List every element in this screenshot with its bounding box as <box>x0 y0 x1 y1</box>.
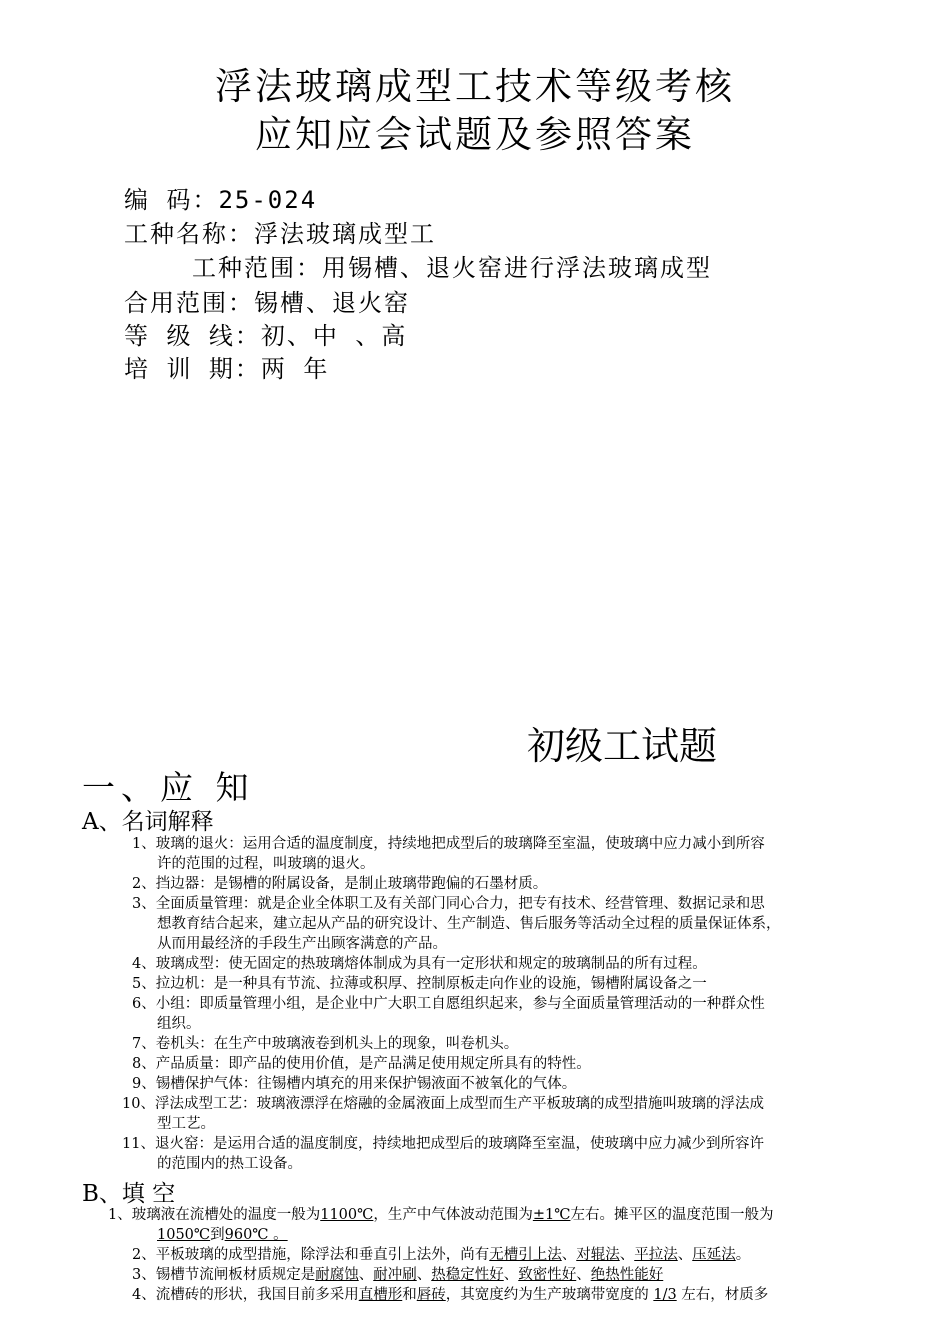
answer-blank: 压延法 <box>692 1247 736 1263</box>
answer-blank: ±1℃ <box>532 1207 571 1223</box>
list-item: 7、卷机头：在生产中玻璃液卷到机头上的现象，叫卷机头。 <box>132 1036 519 1052</box>
meta-job-name: 工种名称：浮法玻璃成型工 <box>124 220 436 248</box>
fill-blank-question: 2、平板玻璃的成型措施，除浮法和垂直引上法外，尚有无槽引上法、对辊法、平拉法、压延法。 <box>132 1247 751 1263</box>
meta-job-scope: 工种范围：用锡槽、退火窑进行浮法玻璃成型 <box>192 254 712 282</box>
list-item: 1、玻璃的退火：运用合适的温度制度，持续地把成型后的玻璃降至室温，使玻璃中应力减小到所容 <box>132 836 765 852</box>
answer-blank: 960℃ 。 <box>224 1227 288 1243</box>
meta-code: 编 码：25-024 <box>124 186 318 214</box>
list-item: 9、锡槽保护气体：往锡槽内填充的用来保护锡液面不被氧化的气体。 <box>132 1076 577 1092</box>
answer-blank: 致密性好 <box>518 1267 577 1283</box>
list-item: 3、全面质量管理：就是企业全体职工及有关部门同心合力，把专有技术、经营管理、数据记录和思 <box>132 896 765 912</box>
fill-blank-question: 4、流槽砖的形状，我国目前多采用直槽形和唇砖，其宽度约为生产玻璃带宽度的 1/3 左右，材质多 <box>132 1287 769 1303</box>
list-item: 5、拉边机：是一种具有节流、拉薄或积厚、控制原板走向作业的设施，锡槽附属设备之一 <box>132 976 707 992</box>
meta-training-period: 培 训 期：两 年 <box>124 355 330 383</box>
part-one-heading: 一、应 知 <box>82 768 255 807</box>
answer-blank: 1/3 <box>653 1287 677 1303</box>
answer-blank: 1100℃ <box>320 1207 374 1223</box>
part-b-heading: B、填 空 <box>82 1181 176 1207</box>
fill-blank-continuation: 1050℃到960℃ 。 <box>157 1227 288 1243</box>
answer-blank: 平拉法 <box>634 1247 678 1263</box>
list-item-continuation: 从而用最经济的手段生产出顾客满意的产品。 <box>157 936 447 952</box>
meta-level: 等 级 线：初、中 、高 <box>124 322 408 350</box>
document-title-line-2: 应知应会试题及参照答案 <box>255 113 695 156</box>
list-item-continuation: 想教育结合起来，建立起从产品的研究设计、生产制造、售后服务等活动全过程的质量保证体系， <box>157 916 781 932</box>
answer-blank: 无槽引上法 <box>489 1247 562 1263</box>
fill-blank-question: 1、玻璃液在流槽处的温度一般为1100℃，生产中气体波动范围为±1℃左右。摊平区的温度范围一般为 <box>108 1207 774 1223</box>
list-item-continuation: 型工艺。 <box>157 1116 215 1132</box>
meta-applicable-scope: 合用范围：锡槽、退火窑 <box>124 289 410 317</box>
part-a-heading: A、名词解释 <box>82 809 214 835</box>
answer-blank: 唇砖 <box>416 1287 446 1303</box>
answer-blank: 耐腐蚀 <box>315 1267 359 1283</box>
document-title-line-1: 浮法玻璃成型工技术等级考核 <box>215 65 735 108</box>
answer-blank: 直槽形 <box>358 1287 403 1303</box>
list-item: 10、浮法成型工艺：玻璃液漂浮在熔融的金属液面上成型而生产平板玻璃的成型措施叫玻璃的浮法成 <box>122 1096 764 1112</box>
list-item-continuation: 许的范围的过程，叫玻璃的退火。 <box>157 856 375 872</box>
answer-blank: 热稳定性好 <box>431 1267 504 1283</box>
list-item-continuation: 组织。 <box>157 1016 201 1032</box>
list-item: 8、产品质量：即产品的使用价值，是产品满足使用规定所具有的特性。 <box>132 1056 591 1072</box>
section-title: 初级工试题 <box>527 724 718 768</box>
list-item-continuation: 的范围内的热工设备。 <box>157 1156 302 1172</box>
answer-blank: 耐冲刷 <box>373 1267 417 1283</box>
list-item: 11、退火窑：是运用合适的温度制度，持续地把成型后的玻璃降至室温，使玻璃中应力减少到所容许 <box>122 1136 764 1152</box>
fill-blank-question: 3、锡槽节流闸板材质规定是耐腐蚀、耐冲刷、热稳定性好、致密性好、绝热性能好 <box>132 1267 664 1283</box>
list-item: 2、挡边器：是锡槽的附属设备，是制止玻璃带跑偏的石墨材质。 <box>132 876 548 892</box>
answer-blank: 对辊法 <box>576 1247 620 1263</box>
answer-blank: 绝热性能好 <box>590 1267 664 1283</box>
list-item: 6、小组：即质量管理小组，是企业中广大职工自愿组织起来，参与全面质量管理活动的一种群众性 <box>132 996 765 1012</box>
answer-blank: 1050℃ <box>157 1227 211 1243</box>
list-item: 4、玻璃成型：使无固定的热玻璃熔体制成为具有一定形状和规定的玻璃制品的所有过程。 <box>132 956 707 972</box>
